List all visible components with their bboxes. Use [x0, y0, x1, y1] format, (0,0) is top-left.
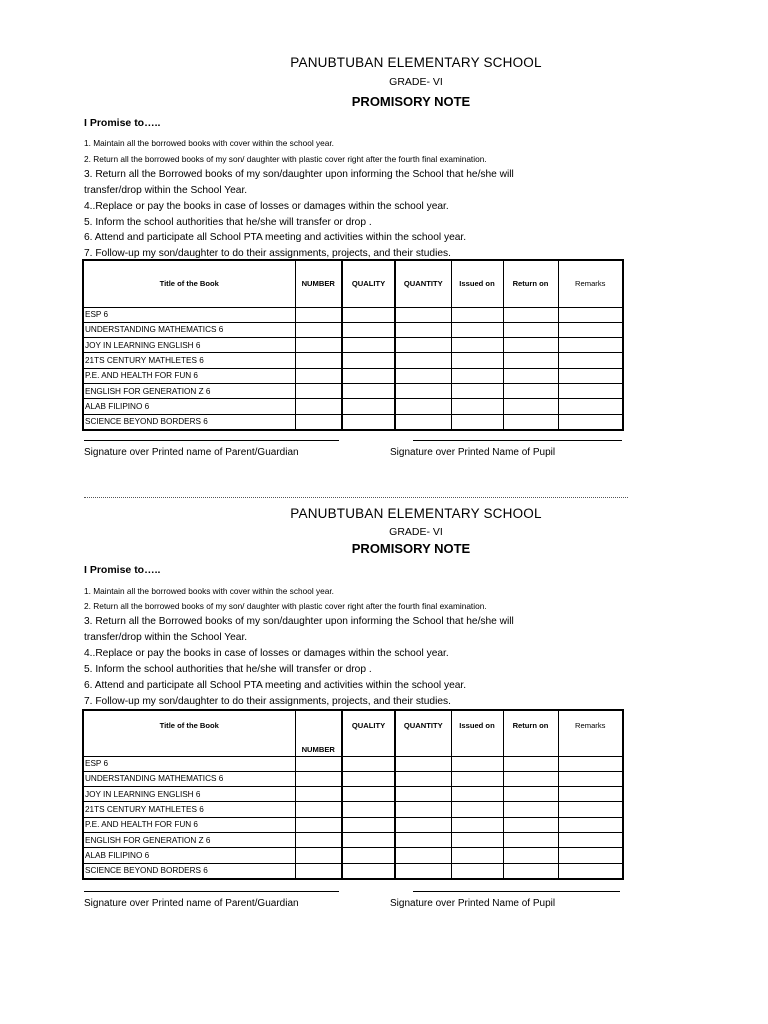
promise-item-3-cont: transfer/drop within the School Year.: [84, 632, 248, 643]
return-cell[interactable]: [503, 414, 558, 430]
table-row: [83, 802, 623, 817]
promise-item-5: 5. Inform the school authorities that he/she will transfer or drop .: [84, 217, 372, 228]
promise-intro: I Promise to…..: [84, 564, 161, 576]
table-row: [83, 848, 623, 863]
remarks-cell[interactable]: [558, 802, 623, 817]
parent-signature-label: Signature over Printed name of Parent/Guardian: [84, 447, 299, 458]
issued-cell[interactable]: [451, 832, 503, 847]
quality-cell[interactable]: [342, 368, 395, 383]
promise-item-3: 3. Return all the Borrowed books of my son/daughter upon informing the School that he/she will: [84, 169, 514, 180]
book-title: ENGLISH FOR GENERATION Z 6: [83, 383, 295, 398]
header-return-on: Return on: [503, 710, 558, 756]
promise-item-2: 2. Return all the borrowed books of my son/ daughter with plastic cover right after the fourth final examination.: [84, 154, 487, 164]
remarks-cell[interactable]: [558, 353, 623, 368]
number-cell[interactable]: [295, 832, 342, 847]
table-row: [83, 399, 623, 414]
number-cell[interactable]: [295, 399, 342, 414]
return-cell[interactable]: [503, 338, 558, 353]
grade-label: GRADE- VI: [389, 76, 443, 88]
cut-line: [84, 497, 628, 498]
book-title: UNDERSTANDING MATHEMATICS 6: [83, 322, 295, 337]
issued-cell[interactable]: [451, 353, 503, 368]
book-title: UNDERSTANDING MATHEMATICS 6: [83, 771, 295, 786]
return-cell[interactable]: [503, 307, 558, 322]
quantity-cell[interactable]: [395, 848, 451, 863]
table-row: [83, 383, 623, 398]
remarks-cell[interactable]: [558, 756, 623, 771]
quantity-cell[interactable]: [395, 322, 451, 337]
table-row: [83, 322, 623, 337]
quantity-cell[interactable]: [395, 756, 451, 771]
quantity-cell[interactable]: [395, 338, 451, 353]
quantity-cell[interactable]: [395, 771, 451, 786]
remarks-cell[interactable]: [558, 771, 623, 786]
promise-item-3-cont: transfer/drop within the School Year.: [84, 185, 248, 196]
number-cell[interactable]: [295, 817, 342, 832]
number-cell[interactable]: [295, 353, 342, 368]
quantity-cell[interactable]: [395, 353, 451, 368]
pupil-signature-label: Signature over Printed Name of Pupil: [390, 898, 556, 909]
quantity-cell[interactable]: [395, 414, 451, 430]
issued-cell[interactable]: [451, 756, 503, 771]
book-title: 21TS CENTURY MATHLETES 6: [83, 802, 295, 817]
quality-cell[interactable]: [342, 399, 395, 414]
return-cell[interactable]: [503, 383, 558, 398]
remarks-cell[interactable]: [558, 307, 623, 322]
book-title: JOY IN LEARNING ENGLISH 6: [83, 338, 295, 353]
number-cell[interactable]: [295, 848, 342, 863]
header-quality: QUALITY: [342, 260, 395, 307]
issued-cell[interactable]: [451, 414, 503, 430]
pupil-signature-label: Signature over Printed Name of Pupil: [390, 447, 556, 458]
table-row: [83, 771, 623, 786]
quality-cell[interactable]: [342, 802, 395, 817]
number-cell[interactable]: [295, 414, 342, 430]
remarks-cell[interactable]: [558, 368, 623, 383]
book-title: ALAB FILIPINO 6: [83, 848, 295, 863]
parent-signature-label: Signature over Printed name of Parent/Guardian: [84, 898, 299, 909]
remarks-cell[interactable]: [558, 399, 623, 414]
parent-signature-line[interactable]: [84, 891, 339, 892]
table-row: [83, 832, 623, 847]
table-row: [83, 353, 623, 368]
header-number: NUMBER: [295, 260, 342, 307]
quality-cell[interactable]: [342, 817, 395, 832]
pupil-signature-line[interactable]: [413, 891, 620, 892]
issued-cell[interactable]: [451, 787, 503, 802]
header-title: Title of the Book: [83, 260, 295, 307]
promise-item-1: 1. Maintain all the borrowed books with cover within the school year.: [84, 586, 334, 596]
number-cell[interactable]: [295, 368, 342, 383]
quality-cell[interactable]: [342, 307, 395, 322]
quality-cell[interactable]: [342, 414, 395, 430]
promise-item-3: 3. Return all the Borrowed books of my son/daughter upon informing the School that he/she will: [84, 616, 514, 627]
book-title: 21TS CENTURY MATHLETES 6: [83, 353, 295, 368]
promise-item-7: 7. Follow-up my son/daughter to do their assignments, projects, and their studies.: [84, 248, 451, 259]
number-cell[interactable]: [295, 383, 342, 398]
issued-cell[interactable]: [451, 848, 503, 863]
remarks-cell[interactable]: [558, 863, 623, 879]
return-cell[interactable]: [503, 832, 558, 847]
remarks-cell[interactable]: [558, 338, 623, 353]
header-issued-on: Issued on: [451, 260, 503, 307]
remarks-cell[interactable]: [558, 383, 623, 398]
table-row: [83, 863, 623, 879]
quality-cell[interactable]: [342, 322, 395, 337]
book-title: JOY IN LEARNING ENGLISH 6: [83, 787, 295, 802]
quality-cell[interactable]: [342, 848, 395, 863]
header-quantity: QUANTITY: [395, 260, 451, 307]
books-table: [82, 259, 624, 431]
quantity-cell[interactable]: [395, 368, 451, 383]
remarks-cell[interactable]: [558, 322, 623, 337]
quality-cell[interactable]: [342, 771, 395, 786]
return-cell[interactable]: [503, 353, 558, 368]
book-title: ESP 6: [83, 307, 295, 322]
remarks-cell[interactable]: [558, 414, 623, 430]
promise-item-5: 5. Inform the school authorities that he/she will transfer or drop .: [84, 664, 372, 675]
number-cell[interactable]: [295, 771, 342, 786]
number-cell[interactable]: [295, 863, 342, 879]
table-row: [83, 338, 623, 353]
issued-cell[interactable]: [451, 307, 503, 322]
promise-intro: I Promise to…..: [84, 117, 161, 129]
number-cell[interactable]: [295, 756, 342, 771]
quality-cell[interactable]: [342, 863, 395, 879]
quality-cell[interactable]: [342, 756, 395, 771]
table-row: [83, 368, 623, 383]
return-cell[interactable]: [503, 322, 558, 337]
header-number: NUMBER: [295, 710, 342, 756]
book-title: ALAB FILIPINO 6: [83, 399, 295, 414]
note-title: PROMISORY NOTE: [351, 94, 471, 109]
header-quantity: QUANTITY: [395, 710, 451, 756]
promise-item-6: 6. Attend and participate all School PTA meeting and activities within the school year.: [84, 232, 467, 243]
issued-cell[interactable]: [451, 383, 503, 398]
quality-cell[interactable]: [342, 353, 395, 368]
quantity-cell[interactable]: [395, 802, 451, 817]
quantity-cell[interactable]: [395, 787, 451, 802]
issued-cell[interactable]: [451, 863, 503, 879]
quality-cell[interactable]: [342, 383, 395, 398]
number-cell[interactable]: [295, 787, 342, 802]
table-row: [83, 414, 623, 430]
promise-item-6: 6. Attend and participate all School PTA meeting and activities within the school year.: [84, 680, 467, 691]
promise-item-1: 1. Maintain all the borrowed books with cover within the school year.: [84, 138, 334, 148]
issued-cell[interactable]: [451, 399, 503, 414]
number-cell[interactable]: [295, 307, 342, 322]
table-row: [83, 307, 623, 322]
book-title: ENGLISH FOR GENERATION Z 6: [83, 832, 295, 847]
return-cell[interactable]: [503, 787, 558, 802]
return-cell[interactable]: [503, 802, 558, 817]
grade-label: GRADE- VI: [389, 526, 443, 538]
book-title: SCIENCE BEYOND BORDERS 6: [83, 414, 295, 430]
school-name: PANUBTUBAN ELEMENTARY SCHOOL: [290, 55, 542, 70]
quantity-cell[interactable]: [395, 863, 451, 879]
remarks-cell[interactable]: [558, 832, 623, 847]
header-issued-on: Issued on: [451, 710, 503, 756]
quality-cell[interactable]: [342, 787, 395, 802]
promise-item-2: 2. Return all the borrowed books of my son/ daughter with plastic cover right after the fourth final examination.: [84, 601, 487, 611]
issued-cell[interactable]: [451, 817, 503, 832]
issued-cell[interactable]: [451, 322, 503, 337]
quantity-cell[interactable]: [395, 399, 451, 414]
return-cell[interactable]: [503, 848, 558, 863]
remarks-cell[interactable]: [558, 787, 623, 802]
book-title: P.E. AND HEALTH FOR FUN 6: [83, 817, 295, 832]
parent-signature-line[interactable]: [84, 440, 339, 441]
promise-item-4: 4..Replace or pay the books in case of losses or damages within the school year.: [84, 648, 449, 659]
book-title: SCIENCE BEYOND BORDERS 6: [83, 863, 295, 879]
books-table: [82, 709, 624, 880]
header-remarks: Remarks: [558, 260, 623, 307]
note-title: PROMISORY NOTE: [351, 541, 471, 556]
quantity-cell[interactable]: [395, 832, 451, 847]
issued-cell[interactable]: [451, 368, 503, 383]
book-title: ESP 6: [83, 756, 295, 771]
return-cell[interactable]: [503, 817, 558, 832]
number-cell[interactable]: [295, 322, 342, 337]
quality-cell[interactable]: [342, 832, 395, 847]
header-title: Title of the Book: [83, 710, 295, 756]
pupil-signature-line[interactable]: [413, 440, 622, 441]
quality-cell[interactable]: [342, 338, 395, 353]
header-remarks: Remarks: [558, 710, 623, 756]
header-return-on: Return on: [503, 260, 558, 307]
table-row: [83, 787, 623, 802]
remarks-cell[interactable]: [558, 848, 623, 863]
promise-item-4: 4..Replace or pay the books in case of losses or damages within the school year.: [84, 201, 449, 212]
number-cell[interactable]: [295, 802, 342, 817]
promise-item-7: 7. Follow-up my son/daughter to do their assignments, projects, and their studies.: [84, 696, 451, 707]
table-row: [83, 756, 623, 771]
return-cell[interactable]: [503, 368, 558, 383]
header-quality: QUALITY: [342, 710, 395, 756]
issued-cell[interactable]: [451, 771, 503, 786]
issued-cell[interactable]: [451, 338, 503, 353]
return-cell[interactable]: [503, 863, 558, 879]
table-row: [83, 817, 623, 832]
return-cell[interactable]: [503, 756, 558, 771]
school-name: PANUBTUBAN ELEMENTARY SCHOOL: [290, 506, 542, 521]
return-cell[interactable]: [503, 771, 558, 786]
number-cell[interactable]: [295, 338, 342, 353]
quantity-cell[interactable]: [395, 383, 451, 398]
issued-cell[interactable]: [451, 802, 503, 817]
quantity-cell[interactable]: [395, 307, 451, 322]
book-title: P.E. AND HEALTH FOR FUN 6: [83, 368, 295, 383]
return-cell[interactable]: [503, 399, 558, 414]
quantity-cell[interactable]: [395, 817, 451, 832]
remarks-cell[interactable]: [558, 817, 623, 832]
